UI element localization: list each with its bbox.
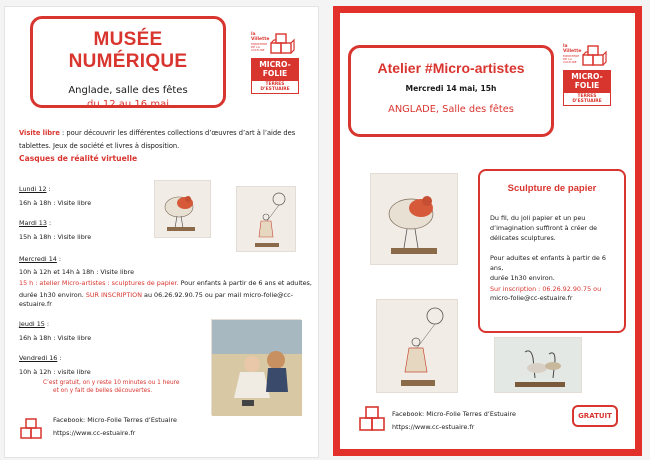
footer-website: https://www.cc-estuaire.fr (392, 423, 475, 431)
micro-folie-logo-right (563, 45, 611, 106)
aud-line-1: Pour adultes et enfants à partir de 6 ans, (490, 253, 606, 272)
atelier-heading: Atelier #Micro-artistes (377, 60, 525, 76)
painting-image (212, 320, 302, 416)
la-villette-label: la Villette (251, 32, 270, 42)
micro-folie-logo (251, 33, 299, 94)
atelier-audience: Pour enfants à partir de 6 ans et adultes, (178, 279, 312, 288)
visite-libre-label: Visite libre (19, 129, 60, 137)
balloon-girl-photo-right (376, 299, 458, 393)
culture-label: DE LA CULTURE (251, 45, 265, 53)
right-flyer (333, 6, 642, 456)
culture-label: DE LA CULTURE (563, 57, 577, 65)
day-hours: 16h à 18h : Visite libre (19, 198, 92, 207)
day-colon: : (56, 255, 62, 263)
day-colon: : (46, 219, 52, 227)
desc-line-3: délicates sculptures. (490, 233, 556, 242)
robin-sculpture-image (155, 181, 212, 239)
box-inscription (490, 285, 614, 305)
la-villette-label: la Villette (563, 44, 582, 54)
day-label: Mercredi 14 (19, 255, 57, 263)
robin-sculpture-photo (154, 180, 211, 238)
free-note-1: C’est gratuit, on y reste 10 minutes ou 1 heure (43, 380, 180, 387)
logo-name: MICRO-FOLIE (251, 58, 299, 80)
cubes-icon (581, 45, 609, 69)
ins-line-2: micro-folie@cc-estuaire.fr (490, 294, 573, 303)
painting-photo (211, 319, 301, 415)
footer-facebook: Facebook: Micro-Folie Terres d’Estuaire (392, 410, 516, 418)
left-flyer (4, 6, 319, 458)
atelier-contact: au 06.26.92.90.75 ou par mail micro-folie@cc-estuaire.fr (19, 290, 293, 308)
atelier-title-box (348, 45, 554, 137)
balloon-girl-image (377, 300, 459, 394)
robin-sculpture-image (371, 174, 459, 266)
schedule-friday (19, 354, 209, 396)
logo-name: MICRO-FOLIE (563, 70, 611, 92)
atelier-line-2 (19, 291, 319, 308)
gratuit-badge: GRATUIT (572, 405, 618, 427)
day-label: Jeudi 15 (19, 320, 45, 328)
day-hours: 16h à 18h : Visite libre (19, 333, 92, 342)
logo-sub: TERRES D’ESTUAIRE (251, 80, 299, 94)
atelier-inscription: SUR INSCRIPTION (85, 290, 142, 299)
sculpture-info-box (478, 169, 626, 333)
ministere-label: MINISTÈRE (563, 53, 580, 58)
balloon-girl-image (237, 187, 297, 253)
day-colon: : (46, 185, 51, 193)
free-note-2: et on y fait de belles découvertes. (53, 388, 153, 395)
footer-website: https://www.cc-estuaire.fr (53, 429, 136, 437)
atelier-date: Mercredi 14 mai, 15h (405, 84, 497, 93)
aud-line-2: durée 1h30 environ. (490, 273, 555, 282)
intro-line-1: : pour découvrir les différentes collections d’œuvres d’art à l’aide des (59, 129, 296, 137)
heron-sculpture-image (495, 338, 583, 394)
cubes-footer-icon (19, 417, 45, 441)
box-title: Sculpture de papier (507, 183, 597, 194)
desc-line-1: Du fil, du joli papier et un peu (490, 214, 586, 222)
atelier-line (19, 279, 319, 288)
day-label: Vendredi 16 (19, 354, 58, 362)
intro-text (19, 127, 309, 167)
cubes-icon (269, 33, 297, 57)
day-hours: 15h à 18h : Visite libre (19, 232, 92, 241)
day-hours: 10h à 12h et 14h à 18h : Visite libre (19, 267, 135, 276)
day-colon: : (57, 354, 62, 362)
box-audience (490, 254, 614, 284)
day-label: Lundi 12 (19, 185, 47, 193)
day-label: Mardi 13 (19, 219, 47, 227)
robin-sculpture-photo-right (370, 173, 458, 265)
atelier-title: 15 h : atelier Micro-artistes : sculptures de papier. (19, 279, 179, 288)
atelier-duration: durée 1h30 environ. (19, 290, 86, 299)
title-box (30, 16, 226, 108)
schedule-thursday (19, 320, 179, 342)
ins-line-1: Sur inscription : 06.26.92.90.75 ou (490, 284, 602, 293)
day-colon: : (44, 320, 50, 328)
cubes-footer-icon (358, 405, 388, 433)
event-location: Anglade, salle des fêtes (68, 85, 188, 96)
page-title: MUSÉE NUMÉRIQUE (68, 29, 188, 72)
ministere-label: MINISTÈRE (251, 41, 268, 46)
atelier-place: ANGLADE, Salle des fêtes (388, 104, 514, 115)
heron-sculpture-photo (494, 337, 582, 393)
vr-label: Casques de réalité virtuelle (19, 154, 138, 164)
event-dates: du 12 au 16 mai (87, 99, 169, 110)
desc-line-2: d’imagination suffiront à créer de (490, 223, 598, 232)
schedule-wednesday (19, 255, 319, 308)
logo-sub: TERRES D’ESTUAIRE (563, 92, 611, 106)
day-hours: 10h à 12h : visite libre (19, 367, 91, 376)
balloon-girl-photo (236, 186, 296, 252)
footer-facebook: Facebook: Micro-Folie Terres d’Estuaire (53, 416, 177, 424)
box-description (490, 214, 614, 244)
intro-line-2: tablettes. Jeux de société et livres à disposition. (19, 141, 180, 150)
